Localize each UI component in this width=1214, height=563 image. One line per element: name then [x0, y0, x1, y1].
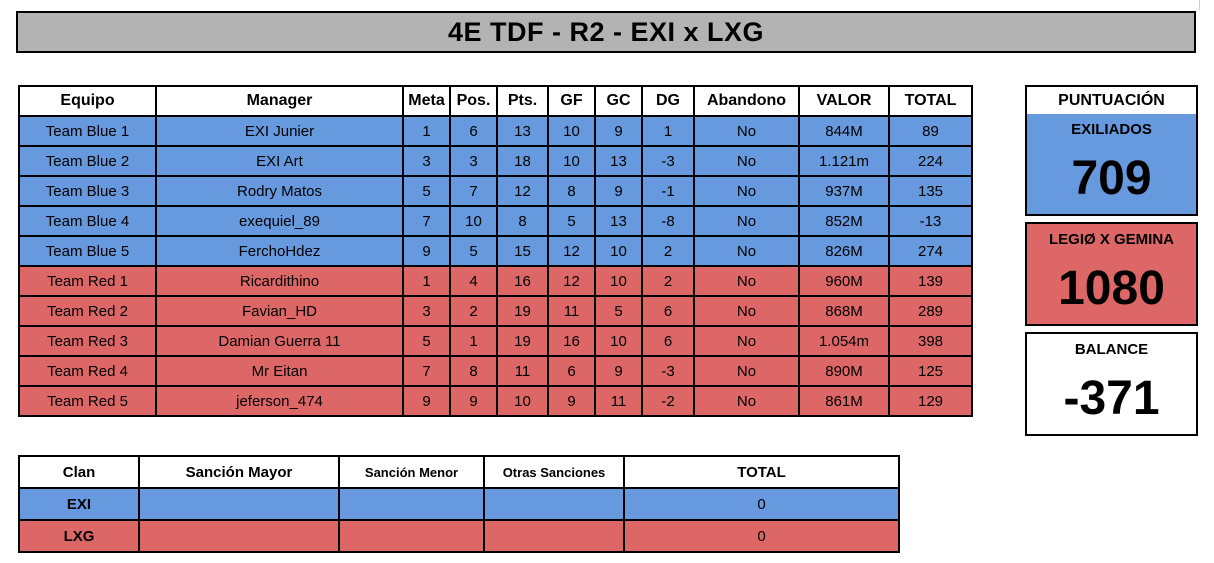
cell-gf: 12	[548, 266, 595, 296]
team-a-score: 709	[1027, 144, 1196, 214]
score-panel-heading: PUNTUACIÓN	[1027, 87, 1196, 114]
cell-total: 129	[889, 386, 972, 416]
cell-pos: 3	[450, 146, 497, 176]
cell-sancion-menor	[339, 488, 484, 520]
cell-manager: FerchoHdez	[156, 236, 403, 266]
cell-valor: 844M	[799, 116, 889, 146]
team-a-label: EXILIADOS	[1027, 114, 1196, 144]
cell-total: -13	[889, 206, 972, 236]
team-b-score: 1080	[1027, 254, 1196, 324]
cell-dg: 6	[642, 326, 694, 356]
cell-manager: Ricardithino	[156, 266, 403, 296]
cell-pts: 19	[497, 326, 548, 356]
cell-valor: 890M	[799, 356, 889, 386]
cell-valor: 861M	[799, 386, 889, 416]
cell-abandono: No	[694, 266, 799, 296]
cell-valor: 826M	[799, 236, 889, 266]
cell-pts: 10	[497, 386, 548, 416]
col-header-meta: Meta	[403, 86, 450, 116]
cell-abandono: No	[694, 236, 799, 266]
cell-gc: 13	[595, 146, 642, 176]
cell-gf: 16	[548, 326, 595, 356]
cell-dg: 2	[642, 236, 694, 266]
table-row	[19, 146, 972, 176]
cell-sanciones-total: 0	[624, 520, 899, 552]
cell-otras-sanciones	[484, 488, 624, 520]
col-header-pts: Pts.	[497, 86, 548, 116]
cell-pos: 2	[450, 296, 497, 326]
cell-gf: 8	[548, 176, 595, 206]
cell-pos: 8	[450, 356, 497, 386]
cell-manager: Damian Guerra 11	[156, 326, 403, 356]
cell-total: 125	[889, 356, 972, 386]
cell-manager: Rodry Matos	[156, 176, 403, 206]
cell-gc: 13	[595, 206, 642, 236]
cell-abandono: No	[694, 386, 799, 416]
cell-gf: 6	[548, 356, 595, 386]
cell-valor: 937M	[799, 176, 889, 206]
cell-pts: 19	[497, 296, 548, 326]
cell-gf: 10	[548, 116, 595, 146]
col-header-sancion-menor: Sanción Menor	[339, 456, 484, 488]
table-row	[19, 356, 972, 386]
cell-valor: 1.121m	[799, 146, 889, 176]
cell-meta: 5	[403, 326, 450, 356]
cell-dg: -8	[642, 206, 694, 236]
cell-abandono: No	[694, 296, 799, 326]
score-panel	[1025, 85, 1198, 436]
cell-gf: 5	[548, 206, 595, 236]
cell-pos: 4	[450, 266, 497, 296]
cell-pos: 1	[450, 326, 497, 356]
cell-equipo: Team Red 1	[19, 266, 156, 296]
cell-dg: -2	[642, 386, 694, 416]
table-row	[19, 386, 972, 416]
col-header-pos: Pos.	[450, 86, 497, 116]
cell-meta: 1	[403, 266, 450, 296]
cell-clan: LXG	[19, 520, 139, 552]
cell-gc: 10	[595, 236, 642, 266]
cell-gf: 10	[548, 146, 595, 176]
cell-manager: EXI Junier	[156, 116, 403, 146]
cell-meta: 3	[403, 146, 450, 176]
cell-sancion-menor	[339, 520, 484, 552]
cell-meta: 1	[403, 116, 450, 146]
cell-dg: 2	[642, 266, 694, 296]
cell-total: 224	[889, 146, 972, 176]
col-header-sancion-mayor: Sanción Mayor	[139, 456, 339, 488]
cell-abandono: No	[694, 206, 799, 236]
cell-sancion-mayor	[139, 520, 339, 552]
table-row	[19, 326, 972, 356]
cell-pos: 7	[450, 176, 497, 206]
col-header-otras-sanciones: Otras Sanciones	[484, 456, 624, 488]
cell-gc: 9	[595, 116, 642, 146]
cell-gc: 11	[595, 386, 642, 416]
cell-equipo: Team Red 4	[19, 356, 156, 386]
cell-pts: 12	[497, 176, 548, 206]
cell-equipo: Team Red 3	[19, 326, 156, 356]
cell-dg: -3	[642, 146, 694, 176]
cell-dg: 6	[642, 296, 694, 326]
col-header-valor: VALOR	[799, 86, 889, 116]
cell-pts: 16	[497, 266, 548, 296]
table-row	[19, 488, 899, 520]
page-title: 4E TDF - R2 - EXI x LXG	[447, 16, 765, 47]
cell-meta: 9	[403, 386, 450, 416]
table-row	[19, 206, 972, 236]
cell-pts: 8	[497, 206, 548, 236]
sanctions-header-row	[19, 456, 899, 488]
cell-valor: 1.054m	[799, 326, 889, 356]
cell-total: 289	[889, 296, 972, 326]
cell-abandono: No	[694, 326, 799, 356]
cell-meta: 3	[403, 296, 450, 326]
cell-gc: 5	[595, 296, 642, 326]
cell-valor: 868M	[799, 296, 889, 326]
table-row	[19, 296, 972, 326]
cell-gc: 9	[595, 356, 642, 386]
cell-meta: 5	[403, 176, 450, 206]
cell-dg: -1	[642, 176, 694, 206]
cell-valor: 852M	[799, 206, 889, 236]
cell-otras-sanciones	[484, 520, 624, 552]
col-header-clan: Clan	[19, 456, 139, 488]
col-header-gc: GC	[595, 86, 642, 116]
balance-value: -371	[1027, 364, 1196, 434]
page-title-banner	[16, 11, 1196, 53]
cell-total: 274	[889, 236, 972, 266]
cell-pts: 18	[497, 146, 548, 176]
cell-pos: 9	[450, 386, 497, 416]
col-header-abandono: Abandono	[694, 86, 799, 116]
cell-abandono: No	[694, 176, 799, 206]
col-header-gf: GF	[548, 86, 595, 116]
cell-gf: 11	[548, 296, 595, 326]
cell-sancion-mayor	[139, 488, 339, 520]
col-header-equipo: Equipo	[19, 86, 156, 116]
cell-manager: Mr Eitan	[156, 356, 403, 386]
results-table	[18, 85, 973, 417]
col-header-manager: Manager	[156, 86, 403, 116]
cell-total: 89	[889, 116, 972, 146]
table-row	[19, 520, 899, 552]
col-header-dg: DG	[642, 86, 694, 116]
cell-manager: jeferson_474	[156, 386, 403, 416]
table-row	[19, 176, 972, 206]
cell-equipo: Team Blue 2	[19, 146, 156, 176]
page-edge-artifact	[1199, 0, 1214, 10]
cell-pts: 13	[497, 116, 548, 146]
table-row	[19, 266, 972, 296]
cell-equipo: Team Red 2	[19, 296, 156, 326]
results-header-row	[19, 86, 972, 116]
cell-manager: exequiel_89	[156, 206, 403, 236]
cell-pos: 10	[450, 206, 497, 236]
cell-meta: 9	[403, 236, 450, 266]
cell-equipo: Team Blue 3	[19, 176, 156, 206]
cell-gf: 12	[548, 236, 595, 266]
team-b-label: LEGIØ X GEMINA	[1027, 224, 1196, 254]
table-row	[19, 116, 972, 146]
score-box-balance	[1025, 332, 1198, 436]
col-header-sanciones-total: TOTAL	[624, 456, 899, 488]
cell-gc: 10	[595, 326, 642, 356]
cell-total: 139	[889, 266, 972, 296]
cell-clan: EXI	[19, 488, 139, 520]
balance-label: BALANCE	[1027, 334, 1196, 364]
score-box-team-b	[1025, 222, 1198, 326]
sanctions-table	[18, 455, 900, 553]
cell-dg: -3	[642, 356, 694, 386]
cell-equipo: Team Blue 5	[19, 236, 156, 266]
cell-gf: 9	[548, 386, 595, 416]
cell-pts: 15	[497, 236, 548, 266]
cell-dg: 1	[642, 116, 694, 146]
cell-pos: 5	[450, 236, 497, 266]
cell-gc: 9	[595, 176, 642, 206]
cell-pos: 6	[450, 116, 497, 146]
col-header-total: TOTAL	[889, 86, 972, 116]
cell-gc: 10	[595, 266, 642, 296]
cell-manager: EXI Art	[156, 146, 403, 176]
cell-total: 135	[889, 176, 972, 206]
cell-sanciones-total: 0	[624, 488, 899, 520]
cell-abandono: No	[694, 146, 799, 176]
cell-pts: 11	[497, 356, 548, 386]
score-box-team-a	[1025, 85, 1198, 216]
cell-abandono: No	[694, 356, 799, 386]
cell-meta: 7	[403, 206, 450, 236]
cell-manager: Favian_HD	[156, 296, 403, 326]
cell-equipo: Team Red 5	[19, 386, 156, 416]
cell-valor: 960M	[799, 266, 889, 296]
cell-meta: 7	[403, 356, 450, 386]
cell-equipo: Team Blue 4	[19, 206, 156, 236]
cell-abandono: No	[694, 116, 799, 146]
cell-equipo: Team Blue 1	[19, 116, 156, 146]
table-row	[19, 236, 972, 266]
cell-total: 398	[889, 326, 972, 356]
